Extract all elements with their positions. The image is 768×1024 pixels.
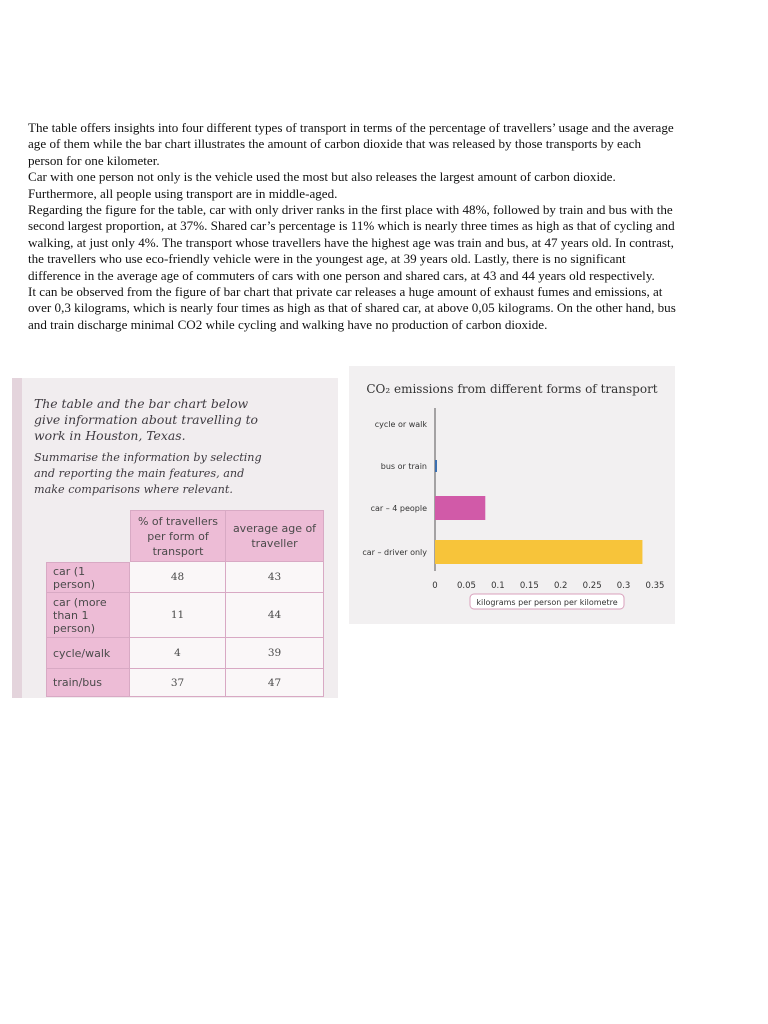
bar [435, 460, 437, 472]
table-cell-age: 39 [226, 638, 324, 669]
x-axis-label: kilograms per person per kilometre [476, 598, 618, 607]
essay-text [28, 120, 678, 333]
x-tick-label: 0.2 [553, 581, 568, 591]
table-cell-age: 43 [226, 562, 324, 593]
table-header-age: average age of traveller [226, 510, 324, 562]
x-tick-label: 0.25 [582, 581, 602, 591]
bar [435, 496, 485, 520]
table-row-label: cycle/walk [46, 638, 130, 669]
x-tick-label: 0.35 [645, 581, 665, 591]
table-row-label: car (1 person) [46, 562, 130, 593]
task-prompt [34, 396, 274, 498]
category-label: bus or train [380, 462, 427, 471]
essay-paragraph: Car with one person not only is the vehicle used the most but also releases the largest amount of carbon dioxide. Furthermore, all people using transport are in middle-aged. [28, 169, 616, 201]
category-label: cycle or walk [374, 420, 427, 429]
x-tick-label: 0.1 [491, 581, 505, 591]
card-edge [12, 378, 22, 698]
x-tick-label: 0.3 [616, 581, 631, 591]
task-prompt-instruction: Summarise the information by selecting and reporting the main features, and make comparisons where relevant. [34, 451, 262, 496]
table-cell-percent: 37 [130, 669, 226, 697]
x-tick-label: 0.05 [456, 581, 476, 591]
table-cell-percent: 11 [130, 593, 226, 638]
table-cell-age: 44 [226, 593, 324, 638]
x-tick-label: 0.15 [519, 581, 539, 591]
task-card-image [12, 378, 338, 698]
table-cell-age: 47 [226, 669, 324, 697]
category-label: car – driver only [362, 548, 427, 557]
bar [435, 540, 642, 564]
essay-paragraph: The table offers insights into four different types of transport in terms of the percentage of travellers’ usage and the average age of them while the bar chart illustrates the amount of carbon dioxide that was released by those transports by each person for one kilometer. [28, 120, 674, 168]
table-cell-percent: 48 [130, 562, 226, 593]
task-prompt-intro: The table and the bar chart below give information about travelling to work in Houston, Texas. [34, 396, 259, 443]
category-label: car – 4 people [370, 504, 427, 513]
chart-title: CO₂ emissions from different forms of transport [366, 382, 658, 396]
x-tick-label: 0 [432, 581, 438, 591]
table-header-percent: % of travellers per form of transport [130, 510, 226, 562]
emissions-chart-image [349, 366, 675, 624]
table-cell-percent: 4 [130, 638, 226, 669]
table-row-label: train/bus [46, 669, 130, 697]
table-row-label: car (more than 1 person) [46, 593, 130, 638]
essay-paragraph: Regarding the figure for the table, car with only driver ranks in the first place with 48%, followed by train and bus with the second largest proportion, at 37%. Shared car’s percentage is 11% which is nearly three times as high as that of cycling and walking, at just only 4%. The transport whose travellers have the highest age was train and bus, at 47 years old. In contrast, the travellers who use eco-friendly vehicle were in the youngest age, at 39 years old. Lastly, there is no significant difference in the average age of commuters of cars with one person and shared cars, at 43 and 44 years old respectively. [28, 202, 675, 283]
essay-paragraph: It can be observed from the figure of bar chart that private car releases a huge amount of exhaust fumes and emissions, at over 0,3 kilograms, which is nearly four times as high as that of shared car, at above 0,05 kilograms. On the other hand, bus and train discharge minimal CO2 while cycling and walking have no production of carbon dioxide. [28, 284, 676, 332]
transport-table [46, 510, 336, 742]
emissions-bar-chart [349, 366, 675, 624]
